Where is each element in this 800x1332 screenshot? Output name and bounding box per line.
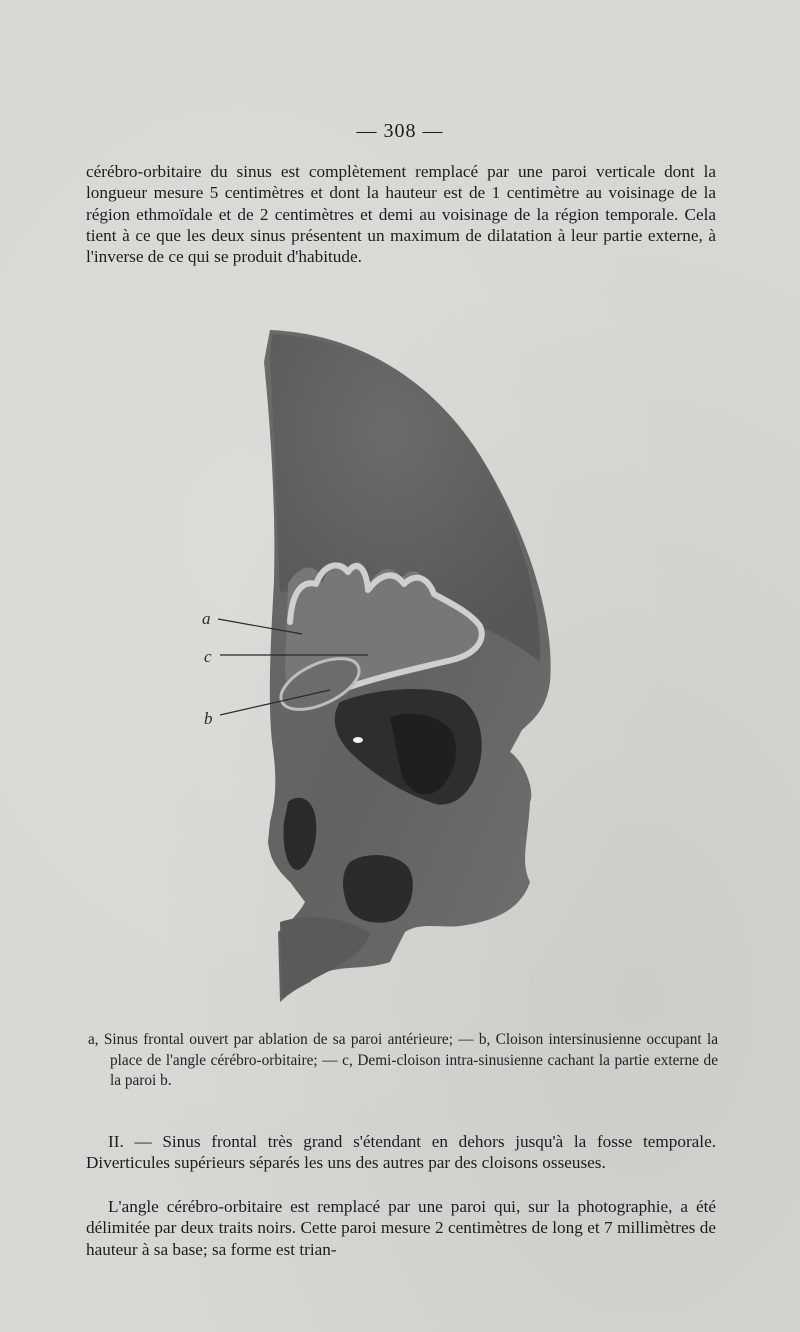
skull-photograph-figure <box>190 322 570 1012</box>
paragraph-continued: cérébro-orbitaire du sinus est complètement remplacé par une paroi verticale dont la longueur mesure 5 centimètres et dont la hauteur est de 1 centimètre au voisinage de la région ethmoïdale et de 2 centimètres et demi au voisinage de la région temporale. Cela tient à ce que les deux sinus présentent un maximum de dilatation à leur partie externe, à l'inverse de ce qui se produit d'habitude. <box>86 162 716 267</box>
paragraph-section-ii: II. — Sinus frontal très grand s'étendant en dehors jusqu'à la fosse temporale. Diverticules supérieurs séparés les uns des autres par des cloisons osseuses. <box>86 1132 716 1173</box>
label-b: b <box>204 709 213 728</box>
figure-caption <box>88 1030 718 1092</box>
label-c: c <box>204 647 212 666</box>
figure-caption-text: a, Sinus frontal ouvert par ablation de sa paroi antérieure; — b, Cloison intersinusienne occupant la place de l'angle cérébro-orbitaire; — c, Demi-cloison intra-sinusienne cachant la partie externe de la paroi b. <box>88 1031 718 1089</box>
orbit-highlight <box>353 737 363 743</box>
paragraph-angle: L'angle cérébro-orbitaire est remplacé par une paroi qui, sur la photographie, a été délimitée par deux traits noirs. Cette paroi mesure 2 centimètres de long et 7 millimètres de hauteur à sa base; sa forme est trian- <box>86 1197 716 1259</box>
skull-photograph <box>190 322 570 1012</box>
page-number: — 308 — <box>356 120 444 142</box>
label-a: a <box>202 609 211 628</box>
maxillary-sinus-opening <box>343 855 413 923</box>
